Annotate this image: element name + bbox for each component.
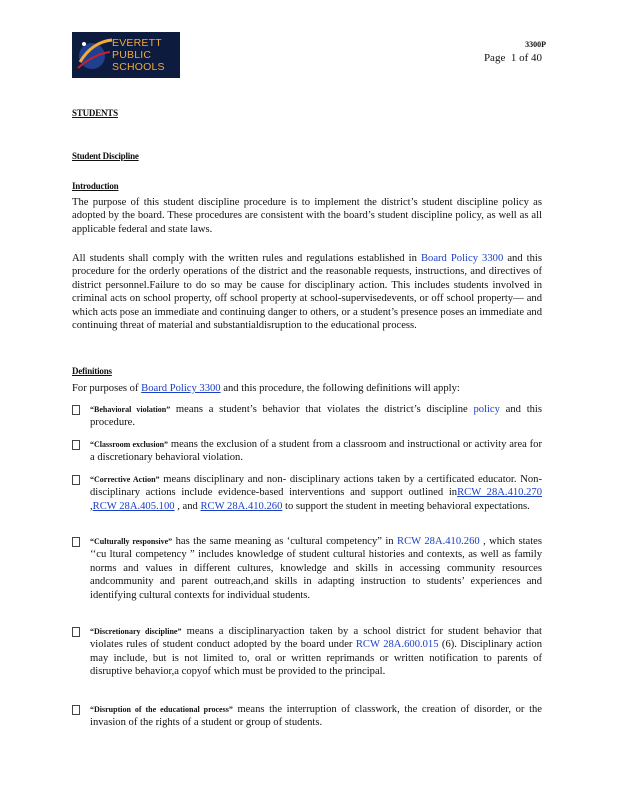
logo-line-3: SCHOOLS <box>112 61 165 73</box>
section-heading-introduction: Introduction <box>72 181 119 191</box>
definition-text-b: and this procedure. <box>90 404 542 429</box>
definition-text-b: to support the student in meeting behavioral expectations. <box>282 500 530 512</box>
definition-text-b: , which states ‘‘cu ltural competency ” includes knowledge of student cultural histories and contexts, as well as family norms and values in different cultures, knowledge and skills in accessing community resources andcommunity and parent outreach,and skills in adapting instruction to students’ experiences and identifying cultural contexts for individual students. <box>90 536 542 601</box>
definitions-intro-text-b: and this procedure, the following definitions will apply: <box>220 383 460 394</box>
term-label: “Corrective Action” <box>90 475 160 484</box>
bullet-box-icon <box>72 537 80 547</box>
intro-paragraph-1: The purpose of this student discipline procedure is to implement the district’s student discipline policy as adopted by the board. These procedures are consistent with the board’s student discipline policy, as well as all applicable federal and state laws. <box>72 197 542 235</box>
separator-2: , and <box>174 500 201 512</box>
rcw-28a-410-270-link[interactable]: RCW 28A.410.270 <box>457 487 542 499</box>
term-label: “Discretionary discipline” <box>90 627 182 636</box>
logo-wordmark <box>112 37 178 73</box>
rcw-28a-405-100-link[interactable]: RCW 28A.405.100 <box>92 500 175 512</box>
bullet-box-icon <box>72 475 80 485</box>
definition-text: means the exclusion of a student from a classroom and instructional or activity area for a discretionary behavioral violation. <box>90 439 543 464</box>
rcw-28a-410-260-link-2[interactable]: RCW 28A.410.260 <box>397 536 480 547</box>
section-heading-student-discipline: Student Discipline <box>72 151 139 161</box>
definitions-intro-text-a: For purposes of <box>72 383 142 394</box>
definition-corrective-action <box>72 473 542 513</box>
term-label: “Culturally responsive” <box>90 537 173 546</box>
section-heading-students: STUDENTS <box>72 108 118 118</box>
definition-text-a: means a disciplinaryaction taken by a school district for student behavior that violates rules of student conduct adopted by the board under <box>90 626 542 651</box>
page-indicator <box>484 52 542 64</box>
definition-text-a: means a student’s behavior that violates the district’s discipline <box>170 404 474 415</box>
intro-paragraph-2 <box>72 252 542 332</box>
policy-link[interactable]: policy <box>473 404 500 415</box>
logo-line-1: EVERETT <box>112 37 162 49</box>
bullet-box-icon <box>72 627 80 637</box>
board-policy-link-2[interactable]: Board Policy 3300 <box>141 383 221 394</box>
definitions-intro <box>72 382 542 395</box>
intro-p2-text-b: and this procedure for the orderly operations of the district and the reasonable requests, instructions, and directives of district personnel.Failure to do so may be cause for disciplinary action. This includes students involved in criminal acts on school property, off school property at school-supervisedevents, or off school property— and which acts pose an immediate and continuing danger to others, or a student’s presence poses an immediate and continuing threat of material and substantialdisruption to the educational process. <box>72 253 542 332</box>
definition-text-a: has the same meaning as ‘cultural competency” in <box>172 536 398 547</box>
section-heading-definitions: Definitions <box>72 366 112 376</box>
rcw-28a-410-260-link[interactable]: RCW 28A.410.260 <box>200 500 283 512</box>
logo-line-2: PUBLIC <box>112 49 152 61</box>
definition-text-a: means disciplinary and non- disciplinary actions taken by a certificated educator. Non-disciplinary actions include evidence-based interventions and support outlined in <box>90 474 542 499</box>
page-of: of <box>519 52 529 64</box>
board-policy-link[interactable]: Board Policy 3300 <box>420 253 504 264</box>
intro-p2-text-a: All students shall comply with the written rules and regulations established in <box>72 253 421 264</box>
definition-discretionary-discipline <box>72 625 542 679</box>
definition-behavioral-violation <box>72 403 542 430</box>
everett-public-schools-logo <box>72 32 180 78</box>
definition-text-b: (6). Disciplinary action may include, but is not limited to, oral or written reprimands or written notification to parents of disruptive behavior,a copyof which must be provided to the principal. <box>90 639 542 678</box>
separator-1: , <box>90 500 93 512</box>
page-total: 40 <box>531 52 542 64</box>
bullet-box-icon <box>72 705 80 715</box>
definition-classroom-exclusion <box>72 438 542 465</box>
term-label: “Behavioral violation” <box>90 405 171 414</box>
definition-culturally-responsive <box>72 535 542 602</box>
globe-swoosh-icon <box>72 32 116 78</box>
term-label: “Disruption of the educational process” <box>90 705 233 714</box>
definition-text: means the interruption of classwork, the creation of disorder, or the invasion of the rights of a student or group of students. <box>90 704 543 729</box>
page-label: Page <box>483 52 506 64</box>
definition-disruption <box>72 703 542 730</box>
bullet-box-icon <box>72 405 80 415</box>
bullet-box-icon <box>72 440 80 450</box>
policy-code: 3300P <box>525 40 546 49</box>
rcw-28a-600-015-link[interactable]: RCW 28A.600.015 <box>355 639 439 651</box>
page-number: 1 <box>510 52 517 64</box>
term-label: “Classroom exclusion” <box>90 440 169 449</box>
